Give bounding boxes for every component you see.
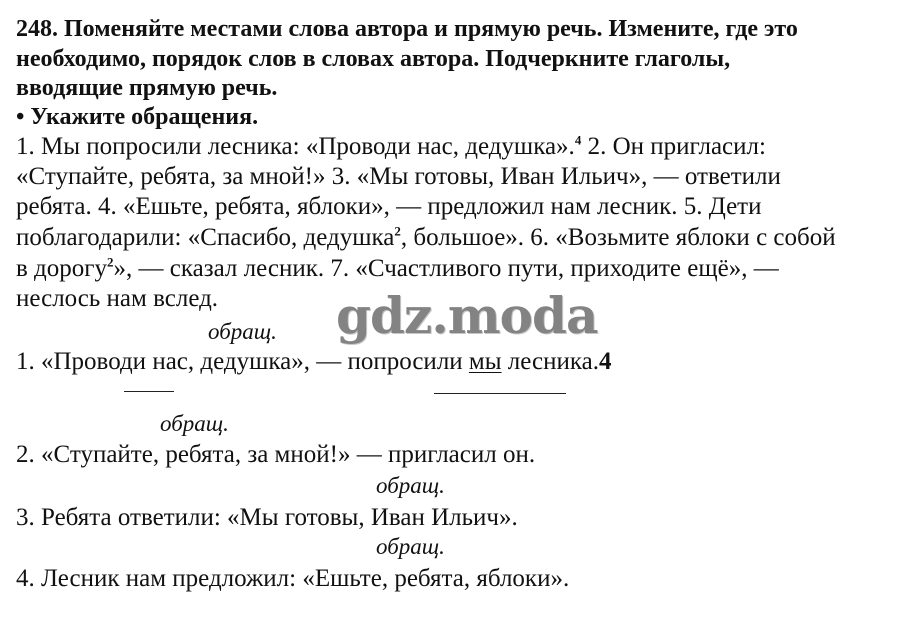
address-underline-1 — [124, 391, 174, 392]
exercise-text-line-3: ребята. 4. «Ешьте, ребята, яблоки», — предложил нам лесник. 5. Дети — [16, 193, 762, 220]
exercise-text-line-5 — [16, 254, 779, 284]
footnote-mark: 4 — [574, 132, 582, 148]
text-fragment: , большое». 6. «Возьмите яблоки с собой — [400, 224, 836, 251]
watermark-logo: gdz.moda — [336, 286, 598, 345]
address-note-3: обращ. — [376, 473, 445, 498]
footnote-mark: 2 — [107, 254, 114, 270]
exercise-text-line-6: неслось нам вслед. — [16, 285, 219, 312]
exercise-heading-line-1: 248. Поменяйте местами слова автора и прямую речь. Измените, где это — [16, 16, 798, 42]
footnote-mark: 2 — [394, 223, 401, 239]
answer-line-2: 2. «Ступайте, ребята, за мной!» — пригласил он. — [16, 441, 536, 468]
answer-mark-number: 4 — [598, 348, 612, 375]
exercise-heading-line-2: необходимо, порядок слов в словах автора. Подчеркните глаголы, — [16, 46, 731, 72]
answer-line-3: 3. Ребята ответили: «Мы готовы, Иван Ильич». — [16, 504, 518, 531]
text-fragment: 1. Мы попросили лесника: «Проводи нас, дедушка». — [16, 133, 575, 160]
answer-fragment: лесника. — [501, 348, 599, 375]
exercise-text-line-1 — [16, 132, 766, 162]
exercise-task-bullet: • Укажите обращения. — [16, 104, 259, 130]
underlined-subject: мы — [468, 348, 502, 375]
verb-underline-1 — [434, 393, 566, 394]
answer-fragment: 1. «Проводи нас, дедушка», — попросили — [16, 348, 469, 375]
answer-line-1 — [16, 347, 611, 377]
exercise-text-line-4 — [16, 223, 836, 253]
text-fragment: поблагодарили: «Спасибо, дедушка — [16, 224, 395, 251]
exercise-heading-line-3: вводящие прямую речь. — [16, 75, 278, 101]
exercise-text-line-2: «Ступайте, ребята, за мной!» 3. «Мы готовы, Иван Ильич», — ответили — [16, 163, 781, 190]
address-note-1: обращ. — [208, 319, 277, 344]
text-fragment: 2. Он пригласил: — [581, 133, 766, 160]
answer-line-4: 4. Лесник нам предложил: «Ешьте, ребята, яблоки». — [16, 565, 570, 592]
text-fragment: », — сказал лесник. 7. «Счастливого пути, приходите ещё», — — [113, 255, 779, 282]
address-note-2: обращ. — [160, 411, 229, 436]
text-fragment: в дорогу — [16, 255, 108, 282]
address-note-4: обращ. — [376, 534, 445, 559]
